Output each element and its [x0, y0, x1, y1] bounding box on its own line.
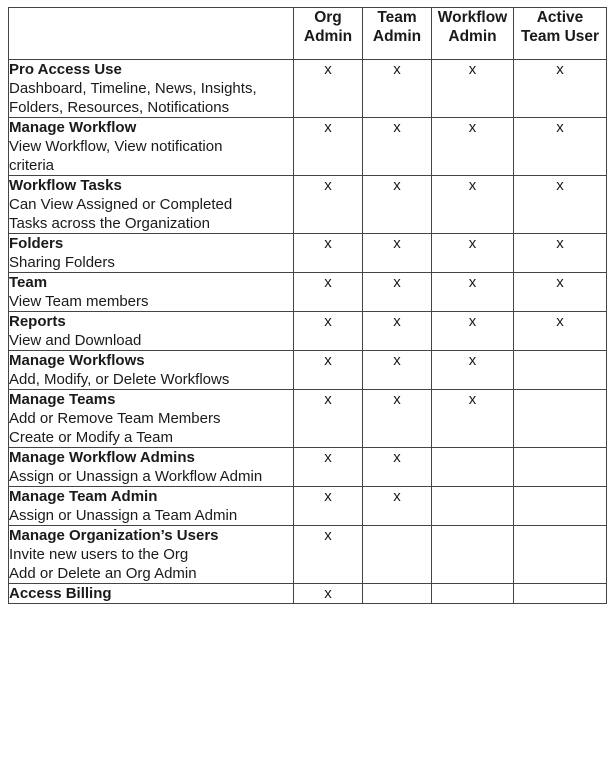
feature-title: Manage Team Admin — [9, 488, 158, 505]
permission-mark — [514, 448, 607, 487]
header-workflow-admin: Workflow Admin — [432, 8, 514, 60]
table-row — [9, 118, 607, 176]
permission-mark: x — [294, 351, 363, 390]
permission-mark: x — [432, 118, 514, 176]
permission-mark: x — [514, 312, 607, 351]
header-row — [9, 8, 607, 60]
permission-mark: x — [432, 351, 514, 390]
feature-cell — [9, 312, 294, 351]
permission-mark: x — [514, 234, 607, 273]
feature-description: Assign or Unassign a Team Admin — [9, 507, 238, 524]
permission-mark: x — [432, 273, 514, 312]
table-row — [9, 234, 607, 273]
permission-mark: x — [514, 176, 607, 234]
permission-mark — [432, 584, 514, 604]
permission-mark: x — [294, 448, 363, 487]
feature-description: Sharing Folders — [9, 254, 115, 271]
feature-description: Assign or Unassign a Workflow Admin — [9, 468, 263, 485]
feature-title: Team — [9, 274, 48, 291]
feature-cell — [9, 234, 294, 273]
permission-mark — [432, 487, 514, 526]
permission-mark: x — [432, 390, 514, 448]
feature-cell — [9, 118, 294, 176]
permission-mark: x — [363, 448, 432, 487]
permission-mark: x — [294, 390, 363, 448]
feature-cell — [9, 526, 294, 584]
permission-mark: x — [294, 176, 363, 234]
permission-mark: x — [294, 273, 363, 312]
header-org-admin: Org Admin — [294, 8, 363, 60]
permission-mark: x — [432, 176, 514, 234]
feature-description: Add, Modify, or Delete Workflows — [9, 371, 230, 388]
permission-mark: x — [363, 273, 432, 312]
feature-cell — [9, 487, 294, 526]
permission-mark: x — [363, 487, 432, 526]
header-team-admin: Team Admin — [363, 8, 432, 60]
feature-cell — [9, 60, 294, 118]
permission-mark: x — [363, 176, 432, 234]
feature-description: View Team members — [9, 293, 149, 310]
permission-mark — [514, 526, 607, 584]
permission-mark: x — [363, 390, 432, 448]
permission-mark: x — [432, 234, 514, 273]
permission-mark: x — [294, 118, 363, 176]
table-row — [9, 351, 607, 390]
feature-description: Can View Assigned or Completed Tasks across the Organization — [9, 196, 233, 232]
permission-mark: x — [363, 60, 432, 118]
permission-mark: x — [363, 351, 432, 390]
feature-description: View and Download — [9, 332, 142, 349]
header-active-team-user: Active Team User — [514, 8, 607, 60]
permission-mark: x — [294, 526, 363, 584]
permission-mark — [514, 390, 607, 448]
feature-title: Pro Access Use — [9, 61, 122, 78]
table-row — [9, 176, 607, 234]
permission-mark: x — [432, 60, 514, 118]
feature-title: Folders — [9, 235, 64, 252]
permission-mark: x — [432, 312, 514, 351]
feature-cell — [9, 390, 294, 448]
permission-mark: x — [363, 312, 432, 351]
permission-mark — [432, 526, 514, 584]
permission-mark: x — [294, 584, 363, 604]
feature-title: Manage Workflow — [9, 119, 137, 136]
feature-title: Manage Teams — [9, 391, 116, 408]
table-row — [9, 273, 607, 312]
permission-mark: x — [363, 234, 432, 273]
permission-mark — [514, 351, 607, 390]
feature-title: Access Billing — [9, 585, 112, 602]
permission-mark — [432, 448, 514, 487]
permission-mark: x — [363, 118, 432, 176]
feature-cell — [9, 176, 294, 234]
permission-mark: x — [294, 234, 363, 273]
feature-description: Invite new users to the Org Add or Delete an Org Admin — [9, 546, 197, 582]
permission-mark: x — [514, 118, 607, 176]
feature-description: Add or Remove Team Members Create or Modify a Team — [9, 410, 221, 446]
permission-mark — [514, 487, 607, 526]
permission-mark — [363, 584, 432, 604]
permissions-table — [8, 7, 607, 604]
permission-mark: x — [514, 273, 607, 312]
feature-title: Reports — [9, 313, 66, 330]
table-row — [9, 60, 607, 118]
table-row — [9, 584, 607, 604]
table-row — [9, 487, 607, 526]
table-row — [9, 448, 607, 487]
permission-mark — [514, 584, 607, 604]
permission-mark — [363, 526, 432, 584]
table-row — [9, 390, 607, 448]
feature-cell — [9, 448, 294, 487]
header-corner-cell — [9, 8, 294, 60]
feature-cell — [9, 273, 294, 312]
feature-description: Dashboard, Timeline, News, Insights, Folders, Resources, Notifications — [9, 80, 257, 116]
feature-cell — [9, 351, 294, 390]
permission-mark: x — [514, 60, 607, 118]
feature-cell — [9, 584, 294, 604]
feature-title: Manage Organization’s Users — [9, 527, 219, 544]
feature-title: Manage Workflow Admins — [9, 449, 195, 466]
table-row — [9, 312, 607, 351]
permission-mark: x — [294, 60, 363, 118]
feature-title: Manage Workflows — [9, 352, 145, 369]
feature-title: Workflow Tasks — [9, 177, 122, 194]
permission-mark: x — [294, 312, 363, 351]
table-row — [9, 526, 607, 584]
feature-description: View Workflow, View notification criteria — [9, 138, 223, 174]
permission-mark: x — [294, 487, 363, 526]
